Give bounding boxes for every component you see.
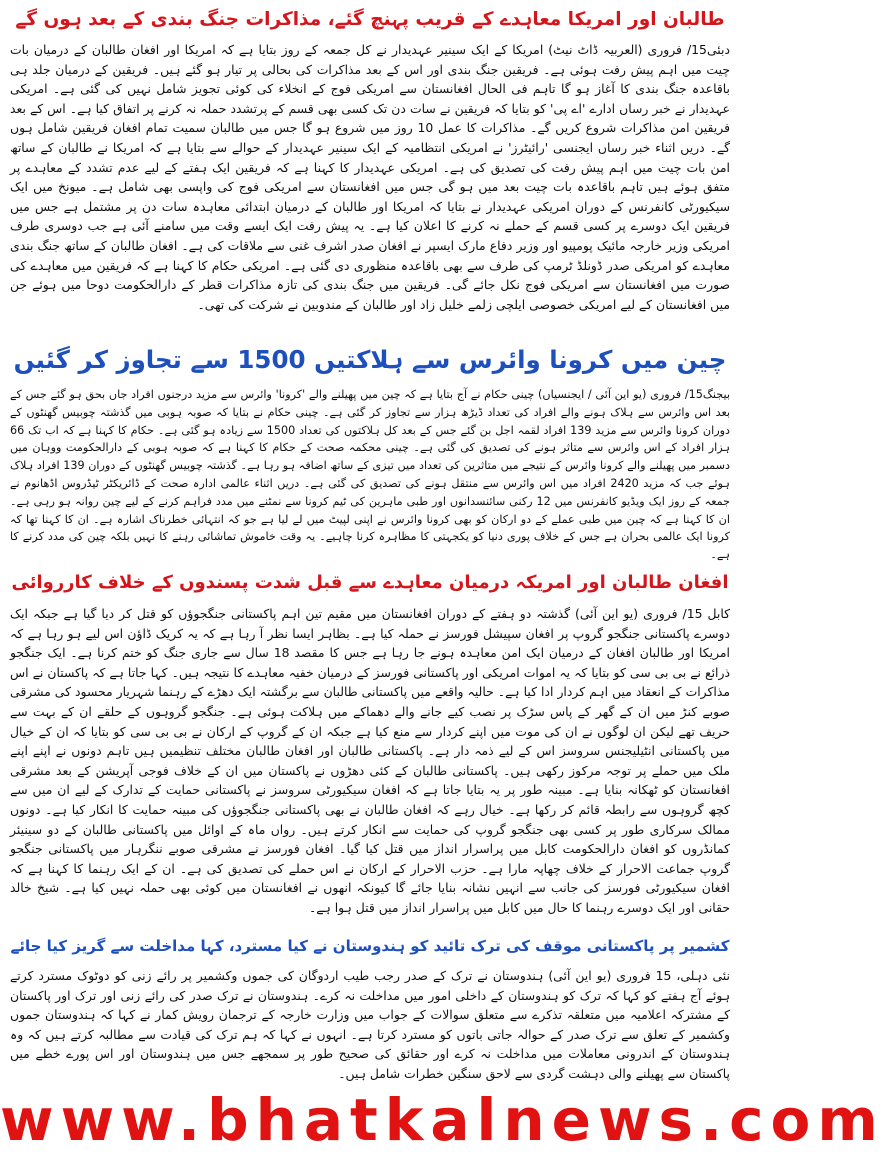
article-2-body: بیجنگ15/ فروری (یو این آئی / ایجنسیاں) چینی حکام نے آج بتایا ہے کہ چین میں پھیلنے والے 'کرونا' وائرس سے مزید درجنوں افراد جاں بحق ہو گئے جس کے بعد اس وائرس سے ہلاک ہونے والے افراد کی تعداد ڈیڑھ ہزار سے تجاوز کر گئی ہے۔ چینی حکام نے بتایا کہ صوبہ ہوبی میں گذشتہ چوبیس گھنٹوں کے دوران کرونا وائرس سے مزید 139 افراد لقمہ اجل بن گئے جس کے بعد کل ہلاکتوں کی تعداد 1500 سے زیادہ ہو گئی ہے۔ حکام کا کہنا ہے کہ اب تک 66 ہزار افراد کے اس وائرس سے متاثر ہونے کی تصدیق کی گئی ہے۔ چینی محکمہ صحت کے حکام کا کہنا ہے کہ صوبہ ہوبی کے دارالحکومت ووہان میں دسمبر میں پھیلنے والے کرونا وائرس کے نتیجے میں متاثرین کی تعداد میں تیزی کے ساتھ اضافہ ہو رہا ہے۔ گذشتہ چوبیس گھنٹوں کے دوران 139 افراد ہلاک ہوئے جب کہ مزید 2420 افراد میں اس وائرس سے منتقل ہونے کی تصدیق کی گئی ہے۔ دریں اثناء عالمی ادارہ صحت کے ڈائریکٹر ٹیڈروس اڈھانوم نے جمعہ کے روز ایک ویڈیو کانفرنس میں 12 رکنی سائنسدانوں اور طبی ماہرین کی ٹیم کرونا سے نمٹنے میں مدد فراہم کرنے کے لیے چین روانہ ہو رہی ہے۔ ان کا کہنا ہے کہ چین میں طبی عملے کے دو ارکان کو بھی کرونا وائرس نے اپنی لپیٹ میں لے لیا ہے جو کہ انتہائی خطرناک اشارہ ہے۔ ان کا کہنا تھا کہ کرونا ایک عالمی بحران ہے جس کے خلاف پوری دنیا کو یکجہتی کا مظاہرہ کرنا چاہیے۔ یہ وقت خاموش تماشائی رہنے کا نہیں بلکہ چین کی مدد کرنے کا ہے۔ xyxy=(10,388,730,562)
article-3-headline: افغان طالبان اور امریکہ درمیان معاہدے سے قبل شدت پسندوں کے خلاف کارروائی xyxy=(11,572,729,593)
article-3-body: کابل 15/ فروری (یو این آئی) گذشتہ دو ہفتے کے دوران افغانستان میں مقیم تین اہم پاکستانی جنگجوؤں کو قتل کر دیا گیا ہے جبکہ ایک دوسرے پاکستانی جنگجو گروپ پر افغان سپیشل فورسز نے حملہ کیا ہے۔ بظاہر ایسا نظر آ رہا ہے کہ یہ کریک ڈاؤن اس لیے ہو رہا ہے کہ امریکا اور طالبان افغان کے درمیان ایک امن معاہدہ ہونے جا رہا ہے جس کا مقصد 18 سال سے جاری جنگ کو ختم کرنا ہے۔ ایک جنگجو ذرائع نے بی بی سی کو بتایا کہ یہ اموات امریکی اور پاکستانی فورسز کے درمیان خفیہ معاہدے کا نتیجہ ہیں۔ کہا جاتا ہے کہ پاکستان نے اس مذاکرات کے انعقاد میں اہم کردار ادا کیا ہے۔ حالیہ واقعے میں پاکستانی طالبان سے برگشتہ ایک دھڑے کے رہنما شہریار محسود کی مشرقی صوبے کنڑ میں ان کے گھر کے پاس سڑک پر نصب کیے جانے والے دھماکے میں ہلاکت ہوئی ہے۔ جنگجو گروہوں کے حلقے ان کے بہت سے حریف تھے لیکن ان لوگوں نے ان کی موت میں اپنے کردار سے منع کیا ہے جبکہ ان کے گروپ کے ارکان نے بی بی سی کو بتایا کہ ان کے خیال میں پاکستانی انٹیلیجنس سروسز اس کے لیے ذمہ دار ہے۔ پاکستانی طالبان اور افغان طالبان مختلف تنظیمیں ہیں تاہم دونوں نے اپنے اپنے ملک میں حملے پر توجہ مرکوز رکھی ہیں۔ پاکستانی طالبان کے کئی دھڑوں نے پاکستان میں ان کے خلاف فوجی آپریشن کے بعد مشرقی افغانستان کو ٹھکانہ بنایا ہے۔ مبینہ طور پر یہ بتایا جاتا ہے کہ افغان سیکیورٹی سروسز نے پاکستانی حمایت کے تدارک کے لیے ان میں سے کچھ گروہوں سے رابطہ قائم کر رکھا ہے۔ خیال رہے کہ افغان طالبان نے بھی پاکستانی جنگجوؤں کی مبینہ حمایت کا انکار کیا ہے۔ دونوں ممالک سرکاری طور پر کسی بھی جنگجو گروپ کی حمایت سے انکار کرتے ہیں۔ رواں ماہ کے اوائل میں پاکستانی طالبان کے دو سینیئر کمانڈروں کو افغان دارالحکومت کابل میں پراسرار انداز میں قتل کیا گیا۔ افغان فورسز نے مشرقی صوبے ننگرہار میں پاکستانی جنگجو گروپ جماعت الاحرار کے خلاف چھاپہ مارا ہے۔ حزب الاحرار کے ارکان نے اس حملے کی تصدیق کی ہے۔ ان کے ایک رہنما کا کہنا ہے کہ افغان سیکیورٹی فورسز کی جانب سے انہیں نشانہ بنایا جائے گا کیونکہ انھوں نے افغانستان میں کوئی بھی حملہ نہیں کیا ہے۔ شیخ خالد حقانی اور ایک دوسرے رہنما کا حال میں کابل میں پراسرار انداز میں قتل ہوا ہے۔ xyxy=(10,606,730,915)
article-4-body: نئی دہلی، 15 فروری (یو این آئی) ہندوستان نے ترک کے صدر رجب طیب اردوگان کی جموں وکشمیر پر رائے زنی کو دوٹوک مسترد کرتے ہوئے آج ہفتے کو کہا کہ ترک کو ہندوستان کے داخلی امور میں مداخلت نہ کرے۔ ہندوستان نے ترک صدر کی رائے زنی اور ترک اور پاکستان کے مشترکہ اعلامیہ میں متعلقہ تذکرے سے متعلق سوالات کے جواب میں وزارت خارجہ کے ترجمان رویش کمار نے کہا کہ ہندوستان جموں وکشمیر کے تعلق سے ترک صدر کے حوالہ جاتی باتوں کو مسترد کرتا ہے۔ انہوں نے کہا کہ ہم ترک کی قیادت سے مطالبہ کرتے ہیں کہ وہ ہندوستان کے اندرونی معاملات میں مداخلت نہ کرے اور حقائق کی صحیح طور پر سمجھے جس میں ہندوستان اور اس پورے خطے میں پاکستان سے پھیلنے والی دہشت گردی سے لاحق سنگین خطرات شامل ہیں۔ xyxy=(10,968,730,1081)
article-1-body: دبئی15/ فروری (العربیہ ڈاٹ نیٹ) امریکا کے ایک سینیر عہدیدار نے کل جمعہ کے روز بتایا ہے کہ امریکا اور افغان طالبان کے درمیان بات چیت میں اہم پیش رفت ہوئی ہے۔ فریقین جنگ بندی اور اس کے بعد مذاکرات کی بحالی پر تیار ہو گئے ہیں۔ فریقین کے درمیان جلد ہی باقاعدہ جنگ بندی کا آغاز ہو گا تاہم فی الحال افغانستان سے امریکی فوج کے انخلاء کی کوئی تجویز شامل نہیں کی گئی ہے۔ امریکی عہدیدار نے خبر رساں ادارے 'اے پی' کو بتایا کہ فریقین نے سات دن تک کسی بھی قسم کے پرتشدد حملہ نہ کرنے پر اتفاق کیا ہے۔ اس کے بعد فریقین امن مذاکرات شروع کریں گے۔ مذاکرات کا عمل 10 روز میں شروع ہو گا جس میں طالبان سمیت تمام افغان فریقین شامل ہوں گے۔ دریں اثناء خبر رساں ایجنسی 'رائیٹرز' نے امریکی انتظامیہ کے ایک سینیر عہدیدار کے حوالے سے بتایا ہے کہ امریکا نے طالبان کے ساتھ امن بات چیت میں اہم پیش رفت کی تصدیق کی ہے۔ امریکی عہدیدار کا کہنا ہے کہ فریقین ایک ہفتے کے لیے عدم تشدد کے معاہدے پر متفق ہوئے ہیں تاہم باقاعدہ بات چیت بعد میں ہو گی جس میں افغانستان سے امریکی فوج کی واپسی بھی شامل ہے۔ میونخ میں ایک سیکیورٹی کانفرنس کے دوران امریکی عہدیدار نے بتایا کہ امریکا اور طالبان کے درمیان ابتدائی معاہدہ سات دن پر مشتمل ہے جس میں فریقین ایک دوسرے پر کسی قسم کے حملے نہ کرنے کا اعلان کیا ہے۔ یہ پیش رفت ایک ایسے وقت میں سامنے آئی ہے جب دوسری طرف امریکی وزیر خارجہ مائیک پومپیو اور وزیر دفاع مارک ایسپر نے افغان صدر اشرف غنی سے ملاقات کی ہے۔ افغان طالبان کے ساتھ جنگ بندی معاہدے کو امریکی صدر ڈونلڈ ٹرمپ کی طرف سے بھی باقاعدہ منظوری دی گئی ہے۔ امریکی حکام کا کہنا ہے کہ فریقین میں معاہدے کی صورت میں افغانستان سے امریکی فوج نکل جائے گی۔ فریقین میں جنگ بندی کی تازہ مذاکرات قطر کے دارالحکومت دوحا میں ہوئے جن میں افغانستان کے لیے امریکی خصوصی ایلچی زلمے خلیل زاد اور طالبان کے مندوبین نے شرکت کی تھی۔ xyxy=(10,42,730,312)
article-2-headline: چین میں کرونا وائرس سے ہلاکتیں 1500 سے تجاوز کر گئیں xyxy=(13,345,727,374)
article-1-headline: طالبان اور امریکا معاہدے کے قریب پہنچ گئے، مذاکرات جنگ بندی کے بعد ہوں گے xyxy=(15,9,725,30)
article-4-headline: کشمیر پر پاکستانی موقف کی ترک تائید کو ہندوستان نے کیا مسترد، کہا مداخلت سے گریز کیا جائے xyxy=(10,937,730,955)
site-watermark: www.bhatkalnews.com xyxy=(0,1086,885,1154)
